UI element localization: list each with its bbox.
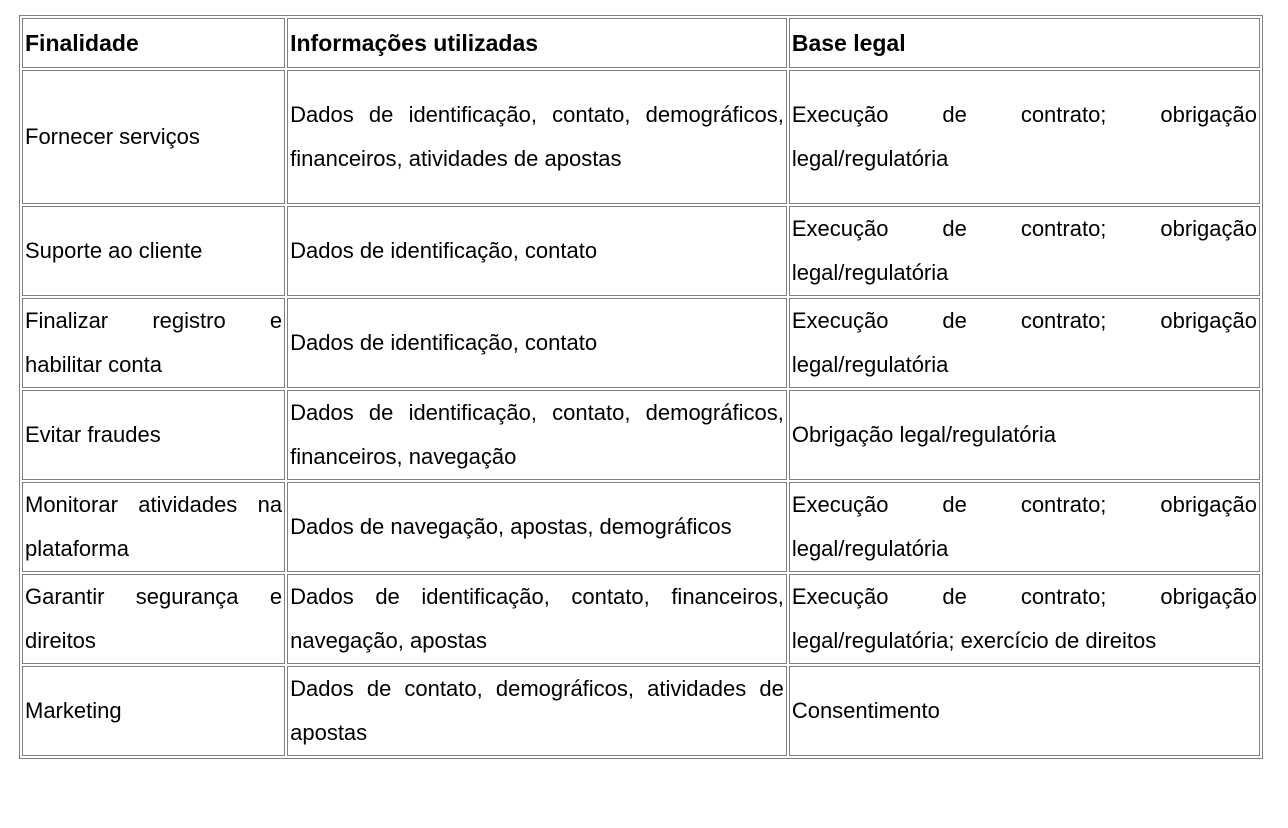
cell-informacoes: Dados de identificação, contato, demográficos, financeiros, atividades de apostas	[287, 70, 787, 204]
table-row	[22, 666, 1260, 756]
table-row	[22, 390, 1260, 480]
cell-finalidade: Fornecer serviços	[22, 70, 285, 204]
cell-informacoes: Dados de identificação, contato, demográficos, financeiros, navegação	[287, 390, 787, 480]
header-finalidade: Finalidade	[22, 18, 285, 68]
data-table-container	[19, 15, 1263, 759]
cell-finalidade: Finalizar registro e habilitar conta	[22, 298, 285, 388]
header-informacoes: Informações utilizadas	[287, 18, 787, 68]
cell-base-legal: Execução de contrato; obrigação legal/regulatória	[789, 70, 1260, 204]
cell-finalidade: Garantir segurança e direitos	[22, 574, 285, 664]
table-row	[22, 298, 1260, 388]
cell-informacoes: Dados de identificação, contato, financeiros, navegação, apostas	[287, 574, 787, 664]
cell-base-legal: Execução de contrato; obrigação legal/regulatória	[789, 298, 1260, 388]
cell-base-legal: Obrigação legal/regulatória	[789, 390, 1260, 480]
cell-finalidade: Evitar fraudes	[22, 390, 285, 480]
header-base-legal: Base legal	[789, 18, 1260, 68]
cell-informacoes: Dados de identificação, contato	[287, 206, 787, 296]
cell-informacoes: Dados de contato, demográficos, atividades de apostas	[287, 666, 787, 756]
cell-base-legal: Execução de contrato; obrigação legal/regulatória	[789, 206, 1260, 296]
data-processing-table	[19, 15, 1263, 759]
header-row	[22, 18, 1260, 68]
cell-finalidade: Monitorar atividades na plataforma	[22, 482, 285, 572]
cell-finalidade: Suporte ao cliente	[22, 206, 285, 296]
table-row	[22, 70, 1260, 204]
table-row	[22, 482, 1260, 572]
cell-base-legal: Execução de contrato; obrigação legal/regulatória	[789, 482, 1260, 572]
cell-informacoes: Dados de identificação, contato	[287, 298, 787, 388]
table-row	[22, 206, 1260, 296]
cell-base-legal: Consentimento	[789, 666, 1260, 756]
cell-finalidade: Marketing	[22, 666, 285, 756]
cell-informacoes: Dados de navegação, apostas, demográficos	[287, 482, 787, 572]
table-row	[22, 574, 1260, 664]
cell-base-legal: Execução de contrato; obrigação legal/regulatória; exercício de direitos	[789, 574, 1260, 664]
